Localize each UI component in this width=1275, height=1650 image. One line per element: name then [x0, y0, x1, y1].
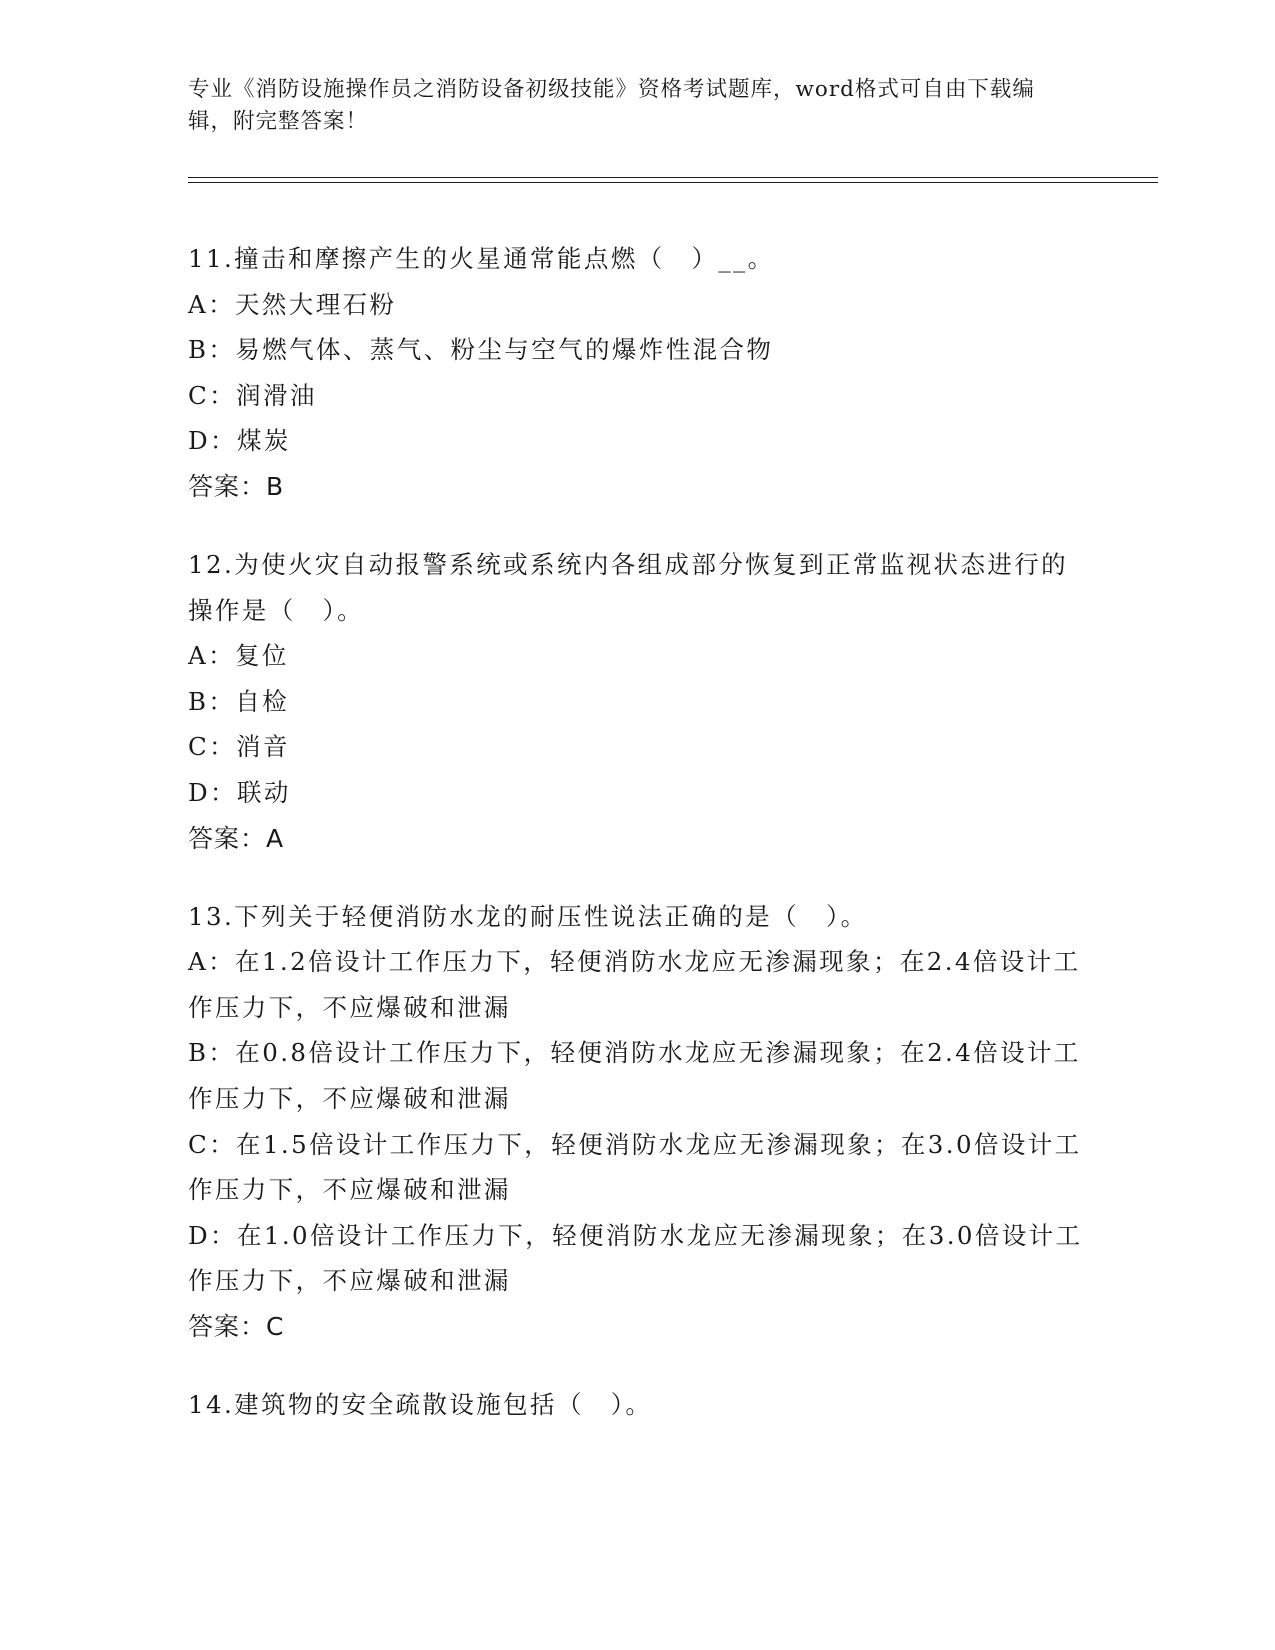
question-11 [188, 236, 1088, 510]
option-c: C：在1.5倍设计工作压力下，轻便消防水龙应无渗漏现象；在3.0倍设计工作压力下，不应爆破和泄漏 [188, 1129, 1082, 1205]
option-b: B：自检 [188, 686, 290, 716]
question-stem: 12.为使火灾自动报警系统或系统内各组成部分恢复到正常监视状态进行的操作是（ ）。 [188, 549, 1069, 625]
document-header: 专业《消防设施操作员之消防设备初级技能》资格考试题库，word格式可自由下载编辑，附完整答案！ [188, 77, 1035, 134]
answer-line: 答案：A [188, 823, 285, 853]
option-d: D：联动 [188, 777, 291, 807]
option-c: C：消音 [188, 732, 290, 762]
question-stem: 13.下列关于轻便消防水龙的耐压性说法正确的是（ ）。 [188, 901, 868, 931]
option-a: A：在1.2倍设计工作压力下，轻便消防水龙应无渗漏现象；在2.4倍设计工作压力下，不应爆破和泄漏 [188, 947, 1081, 1022]
option-b: B：在0.8倍设计工作压力下，轻便消防水龙应无渗漏现象；在2.4倍设计工作压力下，不应爆破和泄漏 [188, 1038, 1081, 1113]
question-stem: 11.撞击和摩擦产生的火星通常能点燃（ ）__。 [188, 244, 775, 273]
option-b: B：易燃气体、蒸气、粉尘与空气的爆炸性混合物 [188, 335, 774, 365]
question-list [188, 236, 1088, 1459]
question-14 [188, 1382, 1088, 1428]
option-d: D：煤炭 [188, 426, 291, 456]
option-a: A：天然大理石粉 [188, 289, 397, 319]
header-divider-bottom [188, 182, 1158, 183]
header-divider-top [188, 177, 1158, 178]
answer-line: 答案：B [188, 471, 285, 501]
question-12 [188, 542, 1088, 862]
option-a: A：复位 [188, 641, 289, 671]
question-13 [188, 894, 1088, 1350]
option-c: C：润滑油 [188, 380, 317, 410]
question-stem: 14.建筑物的安全疏散设施包括（ ）。 [188, 1389, 653, 1419]
option-d: D：在1.0倍设计工作压力下，轻便消防水龙应无渗漏现象；在3.0倍设计工作压力下，不应爆破和泄漏 [188, 1220, 1083, 1296]
answer-line: 答案：C [188, 1311, 285, 1341]
